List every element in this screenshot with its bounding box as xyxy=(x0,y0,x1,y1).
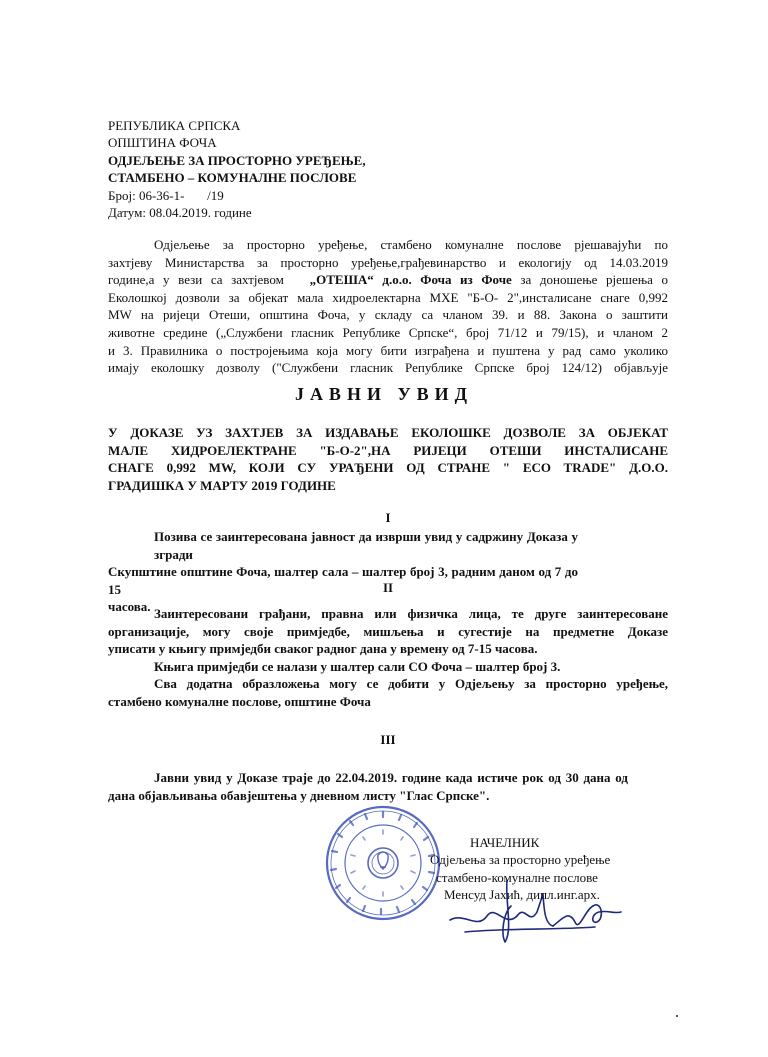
republic-name: РЕПУБЛИКА СРПСКА xyxy=(108,118,241,133)
intro-paragraph xyxy=(108,236,668,377)
signatory-department-2: стамбено-комуналне послове xyxy=(436,869,598,885)
section-line: Сва додатна образложења могу се добити у Одјељењу за просторно уређење, xyxy=(154,676,668,692)
section-1-heading: I xyxy=(385,510,391,525)
section-line: Заинтересовани грађани, правна или физичка лица, те друге заинтересоване xyxy=(154,606,668,621)
section-line: Скупштине општине Фоча, шалтер сала – шалтер број 3, радним даном од 7 до 15 xyxy=(108,564,578,597)
document-number: Број: 06-36-1- /19 xyxy=(108,187,224,203)
section-2-heading: II xyxy=(382,580,394,595)
intro-text: за доношење рјешења о xyxy=(511,272,668,288)
subject-line: У ДОКАЗЕ УЗ ЗАХТЈЕВ ЗА ИЗДАВАЊЕ ЕКОЛОШКЕ ДОЗВОЛЕ ЗА ОБЈЕКАТ xyxy=(108,425,668,440)
intro-line xyxy=(108,271,668,289)
intro-line: и 3. Правилника о постројењима која могу бити изграђена и пуштена у рад само уколико xyxy=(108,342,668,358)
intro-line: MW на ријеци Отеши, општина Фоча, у складу са чланом 39. и 88. Закона о заштити xyxy=(108,307,668,323)
subject-block xyxy=(108,424,668,494)
subject-line: МАЛЕ ХИДРОЕЛЕКТРАНЕ "Б-О-2",НА РИЈЕЦИ ОТЕШИ ИНСТАЛИСАНЕ xyxy=(108,442,668,458)
intro-line: захтјеву Министарства за просторно уређење,грађевинарство и екологију од 14.03.2019 xyxy=(108,254,668,270)
intro-line: Еколошкој дозволи за објекат мала хидроелектарна МХЕ "Б-О- 2",инсталисане снаге 0,992 xyxy=(108,289,668,305)
signatory-department-1: Одјељења за просторно уређење xyxy=(430,852,611,868)
document-date: Датум: 08.04.2019. године xyxy=(108,205,252,221)
section-3-text xyxy=(108,769,628,804)
section-line: дана објављивања обавјештења у дневном листу "Глас Српске". xyxy=(108,787,490,803)
section-line: Јавни увид у Доказе траје до 22.04.2019. године када истиче рок од 30 дана од xyxy=(154,770,628,785)
section-2-text xyxy=(108,605,668,711)
subject-line: ГРАДИШКА У МАРТУ 2019 ГОДИНЕ xyxy=(108,477,336,493)
department-name-1: ОДЈЕЉЕЊЕ ЗА ПРОСТОРНО УРЕЂЕЊЕ, xyxy=(108,152,366,168)
intro-line: имају еколошку дозволу ("Службени гласник Републике Српске број 124/12) објављује xyxy=(108,360,668,376)
intro-line: Одјељење за просторно уређење, стамбено комуналне послове рјешавајући по xyxy=(154,237,668,252)
subject-line: СНАГЕ 0,992 MW, КОЈИ СУ УРАЂЕНИ ОД СТРАНЕ " ECO TRADE" Д.О.О. xyxy=(108,460,668,476)
section-line: часова. xyxy=(108,599,151,615)
applicant-name: „ОТЕША“ д.о.о. Фоча из Фоче xyxy=(309,272,512,288)
department-name-2: СТАМБЕНО – КОМУНАЛНЕ ПОСЛОВЕ xyxy=(108,170,357,186)
intro-text: године,а у вези са захтјевом xyxy=(108,272,310,288)
signatory-title: НАЧЕЛНИК xyxy=(470,835,540,850)
signatory-name: Менсуд Јахић, дипл.инг.арх. xyxy=(444,887,600,903)
section-1-text xyxy=(108,528,578,616)
section-line: Књига примједби се налази у шалтер сали СО Фоча – шалтер број 3. xyxy=(154,658,561,674)
section-line: Позива се заинтересована јавност да изврши увид у садржину Доказа у згради xyxy=(154,529,578,562)
document-title: ЈАВНИ УВИД xyxy=(294,384,474,404)
intro-line: животне средине („Службени гласник Републике Српске“, број 71/12 и 79/15), и чланом 2 xyxy=(108,324,668,340)
municipality-name: ОПШТИНА ФОЧА xyxy=(108,135,217,151)
letterhead xyxy=(108,117,366,221)
section-line: стамбено комуналне послове, општине Фоча xyxy=(108,693,371,709)
section-line: уписати у књигу примједби сваког радног дана у времену од 7-15 часова. xyxy=(108,641,538,657)
signature-block xyxy=(400,834,610,904)
section-3-heading: III xyxy=(380,732,396,747)
scan-speck xyxy=(676,1015,678,1017)
section-line: организације, могу своје примједбе, мишљења и сугестије на предметне Доказе xyxy=(108,623,668,639)
